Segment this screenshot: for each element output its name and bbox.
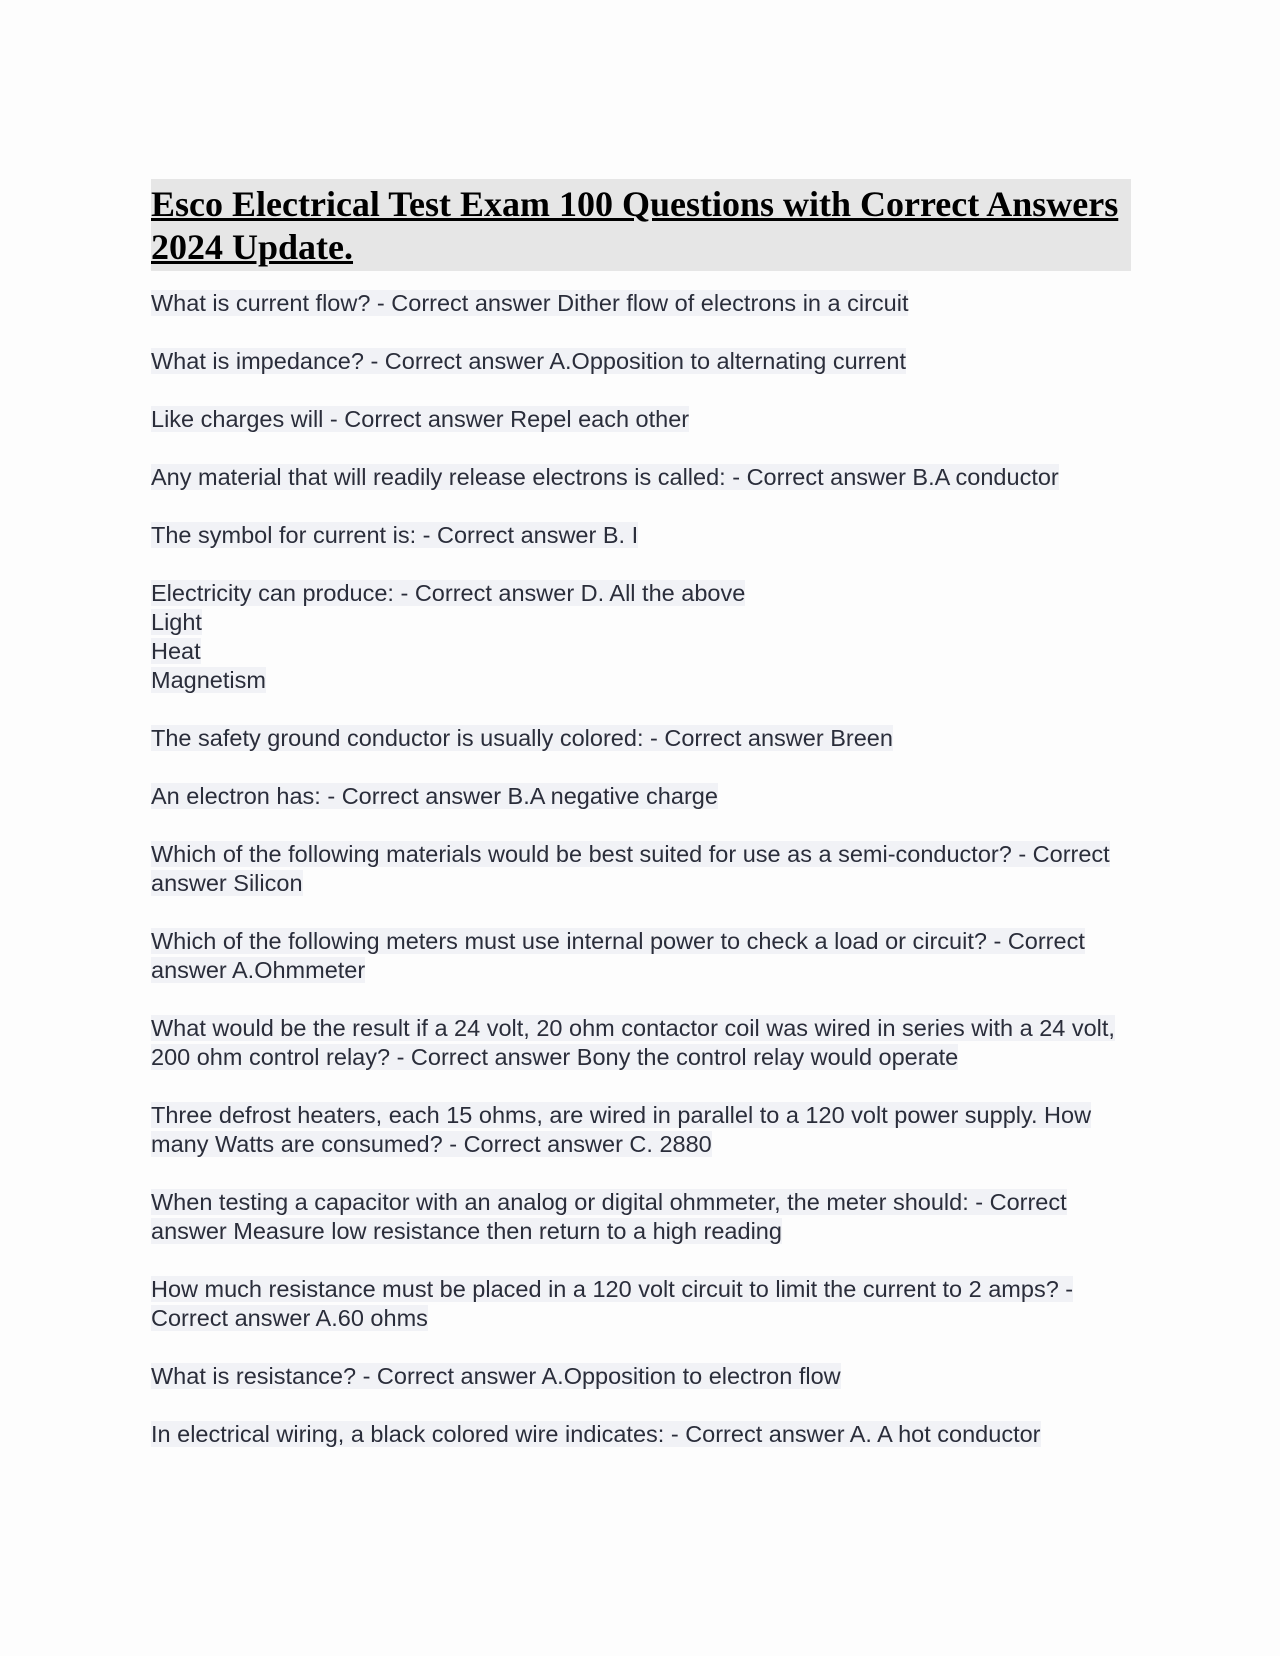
title-block	[151, 179, 1131, 271]
qa-text: Three defrost heaters, each 15 ohms, are wired in parallel to a 120 volt power supply. How many Watts are consumed? - Correct answer C. 2880	[151, 1102, 1092, 1157]
qa-text: The symbol for current is: - Correct answer B. I	[151, 522, 639, 548]
document-title: Esco Electrical Test Exam 100 Questions with Correct Answers 2024 Update.	[151, 184, 1119, 267]
qa-text: What would be the result if a 24 volt, 20 ohm contactor coil was wired in series with a 24 volt, 200 ohm control relay? - Correct answer Bony the control relay would operate	[151, 1015, 1115, 1070]
qa-item	[151, 1420, 1131, 1449]
qa-text: What is resistance? - Correct answer A.Opposition to electron flow	[151, 1363, 841, 1389]
qa-item	[151, 1014, 1131, 1072]
qa-item	[151, 289, 1131, 318]
qa-item	[151, 405, 1131, 434]
qa-text: How much resistance must be placed in a 120 volt circuit to limit the current to 2 amps? - Correct answer A.60 ohms	[151, 1276, 1074, 1331]
qa-item	[151, 463, 1131, 492]
qa-item	[151, 782, 1131, 811]
qa-item	[151, 1101, 1131, 1159]
qa-option-text: Heat	[151, 638, 201, 664]
qa-option-line	[151, 666, 1131, 695]
qa-text: Electricity can produce: - Correct answer D. All the above	[151, 580, 746, 606]
qa-text: Which of the following meters must use internal power to check a load or circuit? - Correct answer A.Ohmmeter	[151, 928, 1085, 983]
qa-text: Which of the following materials would be best suited for use as a semi-conductor? - Correct answer Silicon	[151, 841, 1110, 896]
qa-item	[151, 1188, 1131, 1246]
qa-text: What is current flow? - Correct answer Dither flow of electrons in a circuit	[151, 290, 909, 316]
qa-text: What is impedance? - Correct answer A.Opposition to alternating current	[151, 348, 906, 374]
qa-text: Any material that will readily release electrons is called: - Correct answer B.A conductor	[151, 464, 1059, 490]
qa-item	[151, 347, 1131, 376]
document-page	[151, 179, 1131, 1478]
qa-item	[151, 724, 1131, 753]
qa-item	[151, 1275, 1131, 1333]
qa-text: Like charges will - Correct answer Repel each other	[151, 406, 690, 432]
qa-text: The safety ground conductor is usually colored: - Correct answer Breen	[151, 725, 893, 751]
qa-item	[151, 1362, 1131, 1391]
qa-option-line	[151, 637, 1131, 666]
qa-option-text: Magnetism	[151, 667, 266, 693]
qa-item	[151, 840, 1131, 898]
qa-list	[151, 289, 1131, 1449]
qa-item	[151, 927, 1131, 985]
qa-text: When testing a capacitor with an analog or digital ohmmeter, the meter should: - Correct answer Measure low resistance then return to a high reading	[151, 1189, 1067, 1244]
qa-option-line	[151, 608, 1131, 637]
qa-item	[151, 521, 1131, 550]
qa-option-text: Light	[151, 609, 202, 635]
qa-item	[151, 579, 1131, 695]
qa-text: An electron has: - Correct answer B.A negative charge	[151, 783, 718, 809]
qa-text: In electrical wiring, a black colored wire indicates: - Correct answer A. A hot conductor	[151, 1421, 1041, 1447]
